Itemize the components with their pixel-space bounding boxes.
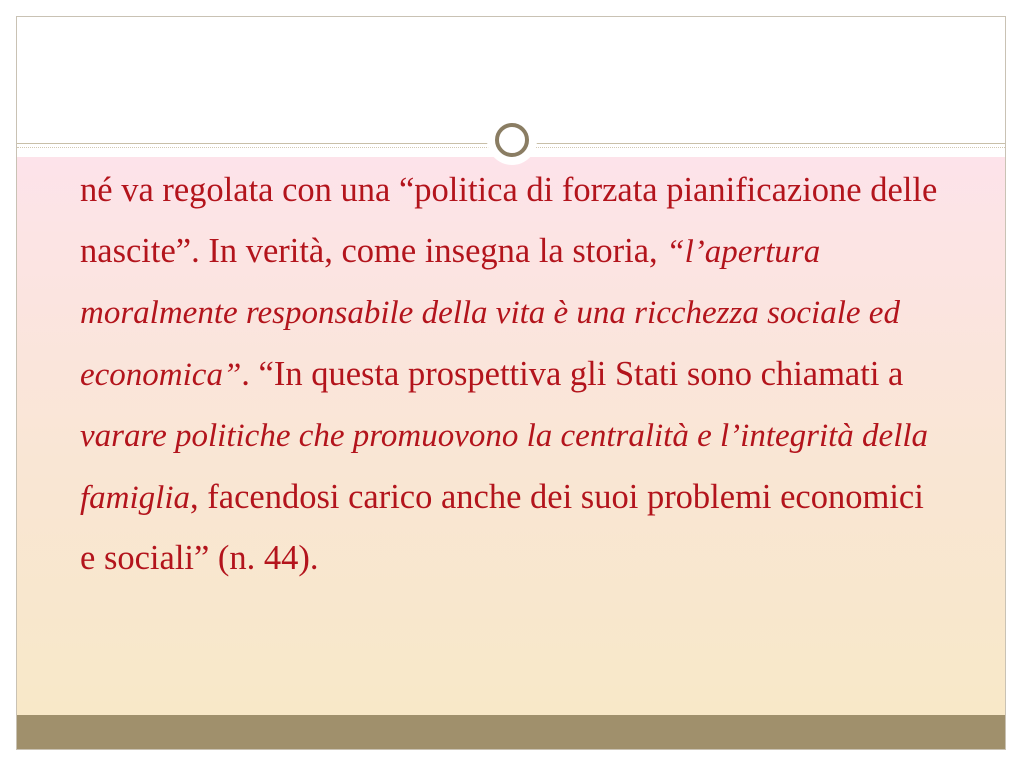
body-text-part-3: , facendosi carico anche dei suoi problemi economici e sociali” (n. 44).: [80, 477, 924, 577]
body-text-quote-italic: “l’apertura moralmente responsabile della vita è una ricchezza sociale ed economica”: [80, 233, 900, 393]
slide-footer-bar: [17, 715, 1005, 749]
body-text-part-1: né va regolata con una “politica di forzata pianificazione delle nascite”. In verità, come insegna la storia,: [80, 171, 938, 270]
slide-body-text: [80, 160, 940, 589]
circle-ring: [495, 123, 529, 157]
body-text-part-2: . “In questa prospettiva gli Stati sono chiamati a: [241, 354, 904, 393]
body-text-policies-italic: varare politiche che promuovono la centralità e l’integrità della famiglia: [80, 418, 929, 516]
circle-ornament-icon: [487, 115, 537, 165]
